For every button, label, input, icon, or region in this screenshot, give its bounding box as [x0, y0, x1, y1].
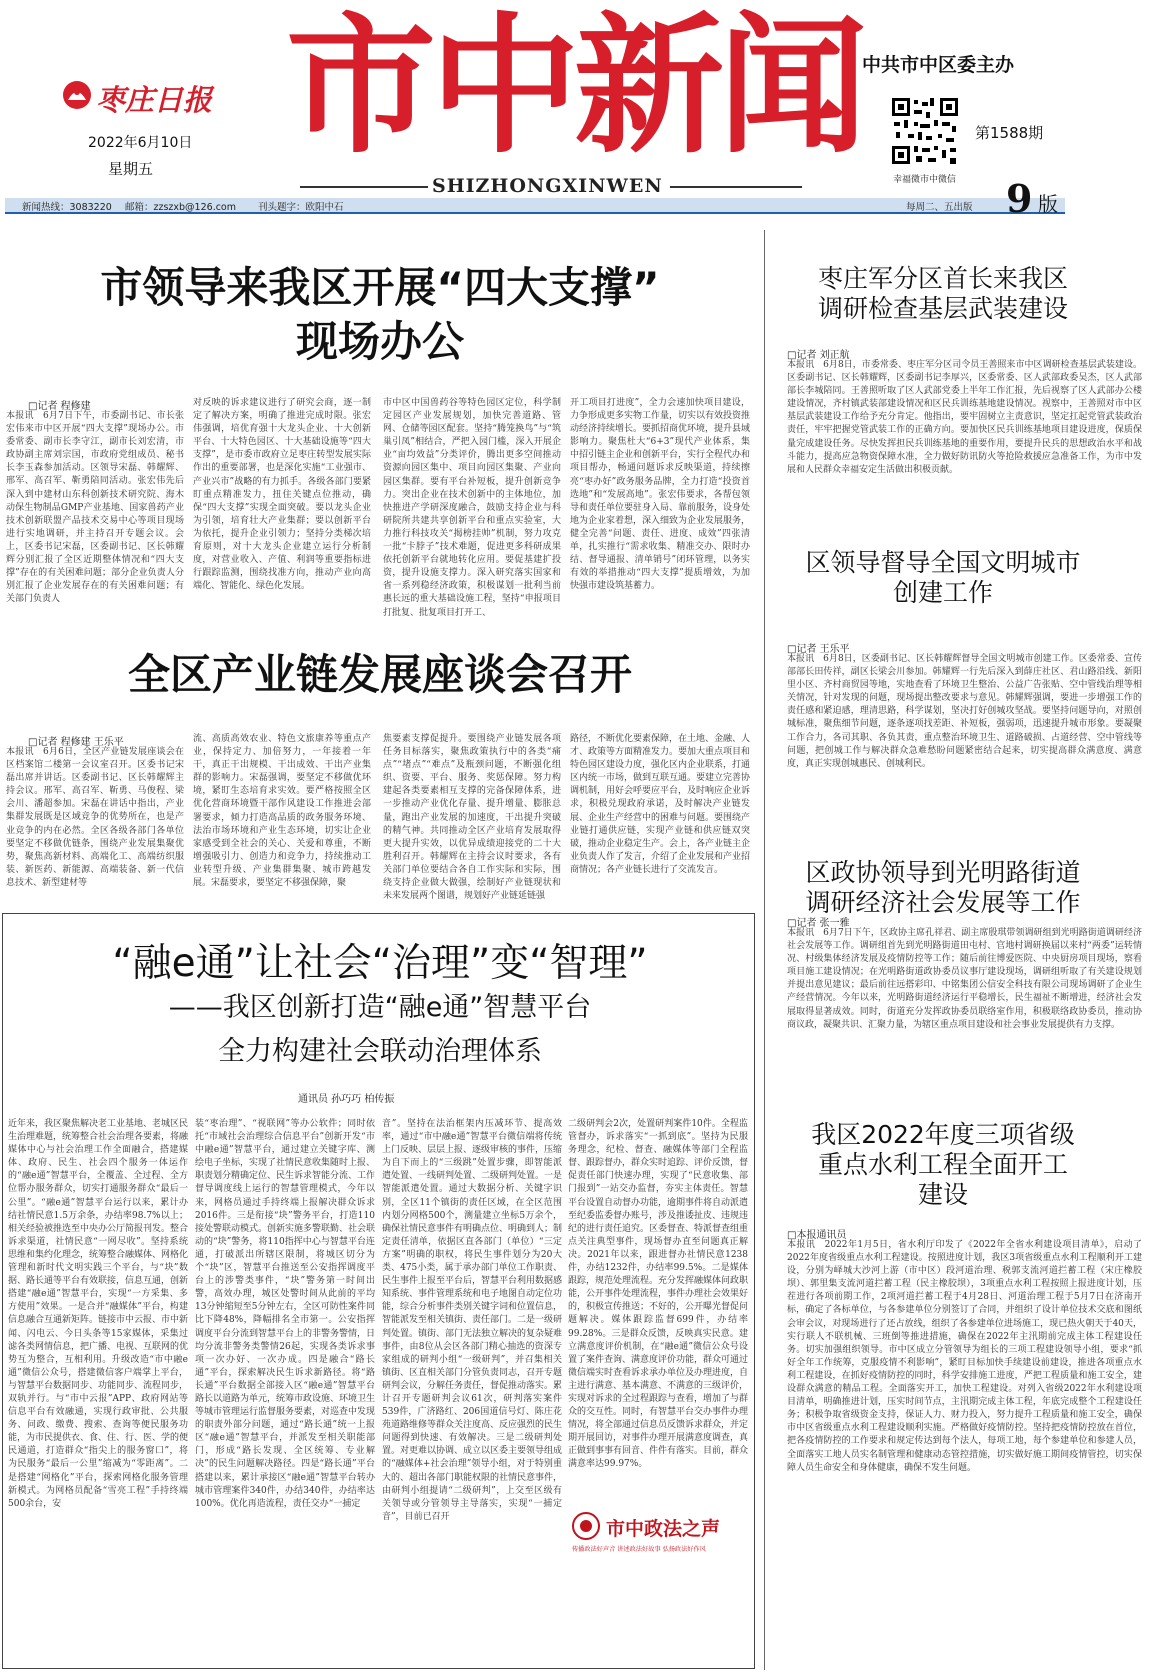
article2-col1: 本报讯 6月6日，全区产业链发展座谈会在区档案馆二楼第一会议室召开。区委书记宋磊出席并讲话。区委副书记、区长韩耀辉主持会议。邢军、高召军、靳勇、马俊程、梁会川、潘超参加。宋磊在讲话中指出，产业集群发展既是区域竞争的优势所在，也是产业竞争的内在必然。全区各级各部门各单位要坚定不移做优链条，围绕产业发展集聚优势，聚焦高新材料、高端化工、高端纺织服装、新医药、新能源、高端装备、新一代信息技术、新型建材等 [6, 747, 184, 888]
side4-title-line1: 我区2022年度三项省级 [811, 1120, 1075, 1149]
side2-byline: □记者 王乐平 [787, 644, 850, 655]
inscription: 刊头题字：欧阳中石 [258, 202, 344, 213]
sponsor: 中共市中区委主办 [862, 54, 1015, 76]
side1-title-line2: 调研检查基层武装建设 [817, 294, 1068, 323]
sidebar-divider [764, 230, 765, 1670]
ad-brand: 市中政法之声 [606, 1518, 721, 1540]
qr-caption: 幸福微市中微信 [893, 175, 957, 185]
article3-col1: 近年来，我区聚焦解决老工业基地、老城区民生治理难题，统筹整合社会治理各要素，将融媒体中心与社会治理工作全面融合，搭建媒体、政府、民生、社会四个服务一体运作的“融e通”智慧平台，全覆盖、全过程、全方位帮办服务群众，切实打通服务群众“最后一公里”。“融e通”智慧平台运行以来，累计办结社情民意1.5万余条，办结率98.7%以上；相关经验被推选至中央办公厅简报刊发。整合诉求渠道，社情民意“一网尽收”。坚持系统思维和集约化理念，统筹整合融媒体、网格化管理和新时代文明实践三个平台，与“块”数据、路长通等平台有效联接，信息互通，创新搭建“融e通”智慧平台，实现“一方采集、多方使用”效果。一是合并“融媒体”平台，构建信息融合互通新矩阵。链接市中云报、市中新闻、闪电云、今日头条等15家媒体，采集过滤各类网情信息，把广播、电视、互联网的优势互为整合，互相利用。升级改造“市中融e通”微信公众号，搭建微信客户端掌上平台，与智慧平台数据同步、功能同步、流程同步，双轨并行。与“市中云报”APP、政府网站等信息平台有效融通，实现行政审批、公共服务、问政、缴费、搜索、查询等便民服务功能，为市民提供衣、食、住、行、医、学的便民通道，打造群众“指尖上的服务窗口”，将为民服务“最后一公里”缩减为“零距离”。二是搭建“网格化”平台，探索网格化服务管理新模式。为网格员配备“雪亮工程”手持终端500余台，安 [8, 1119, 188, 1509]
article1-title-line2: 现场办公 [295, 317, 464, 366]
masthead-pinyin: SHIZHONGXINWEN [432, 175, 663, 197]
political-legal-voice-ad[interactable] [568, 1508, 748, 1560]
news-hotline: 新闻热线：3083220 [22, 202, 112, 213]
article2-col3: 焦要素支撑促提升。要围绕产业链发展各项任务目标落实，聚焦政策执行中的各类“痛点”“堵点”“难点”及瓶颈问题，不断强化组织、资要、平台、服务、奖惩保障。努力构建起各类要素相互支撑的完备保障体系，进一步推动产业优化存量、提升增量、膨胀总量，跑出产业发展的加速度，干出提升突破的精气神。共同推动全区产业培育发展取得更大提升实效，以优异成绩迎接党的二十大胜利召开。韩耀辉在主持会议时要求，各有关部门单位要结合各自工作实际和实际，围绕支持企业做大做强，绘制好产业链现状和未来发展两个图谱，规划好产业链延链强 [383, 734, 561, 902]
article2-byline: □记者 程修建 王乐平 [28, 737, 124, 748]
side2-body: 本报讯 6月8日，区委副书记、区长韩耀辉督导全国文明城市创建工作。区委常委、宣传部部长田传祥，副区长梁会川参加。韩耀辉一行先后深入到薛庄社区、君山路沿线、新阳里小区、齐村商贸园等地，实地查看了环境卫生整治、公益广告张贴、空中管线治理等相关情况，针对发现的问题，现场提出整改要求与意见。韩耀辉强调，要进一步增强工作的责任感和紧迫感，理清思路，科学谋划，坚决打好创城攻坚战。要坚持问题导向，对照创城标准，聚焦细节问题，逐条逐项找差距、补短板，强弱项，迅速提升城市形象。要凝聚工作合力，各司其职、各负其责，重点整治环境卫生、道路破损、占道经营、空中管线等问题，把创城工作与解决群众急难愁盼问题紧密结合起来，切实提高群众满意度、满意度，真正实现创城惠民、创城利民。 [787, 654, 1142, 769]
side3-title-line1: 区政协领导到光明路街道 [805, 858, 1081, 887]
publishing-schedule: 每周二、五出版 [906, 202, 973, 213]
article3-col4: 二级研判会2次，处置研判案件10件。全程监管督办，诉求落实“一抓到底”。坚持为民服务理念，纪检、督查、融媒体等部门全程监督、跟踪督办，群众实时追踪、评价反馈，督促责任部门快速办理，实现了“民意收集、部门报到”一站交办监督，夯实主体责任。智慧平台设置自动督办功能，逾期事件将自动派遣至纪委监委督办账号，涉及推诿扯皮、违规违纪的进行责任追究。区委督查、特派督查组重点关注典型事件，现场督办直至问题真正解决。2021年以来，跟进督办社情民意1238件，办结1232件，办结率99.5%。二是媒体跟踪，规范处理流程。充分发挥融媒体问政职能，公开事件处理流程，事件办理社会效果好的，积极宣传推送；不好的，公开曝光督促问题解决。媒体跟踪监督699件，办结率99.28%。三是群众反馈，反映真实民意。建立满意度评价机制，在“融e通”微信公众号设置了案件查询、满意度评价功能，群众可通过微信端实时查看诉求承办单位及办理进度，自主进行满意、基本满意、不满意的三级评价，实现对诉求的全过程跟踪与查看，增加了与群众的交互性。同时，有智慧平台交办事件办理情况，将全部通过信息员反馈诉求群众，并定期开展回访，对事件办理开展满意度调查，真正做到事事有回音、件件有落实。目前，群众满意率达99.97%。 [568, 1119, 748, 1470]
edition-suffix: 版 [1038, 192, 1058, 216]
side3-byline: □记者 张一雅 [787, 918, 850, 929]
side4-body: 本报讯 2022年1月5日，省水利厅印发了《2022年全省水利建设项目清单》，启动了2022年度省级重点水利工程建设。按照进度计划，我区3项省级重点水利工程顺利开工建设，分别为峄城大沙河上游（市中区）段河道治理、税郭支流河道拦蓄工程（宋庄橡胶坝）、郭里集支流河道拦蓄工程（民主橡胶坝），3项重点水利工程按照上报进度计划，压茬进行各项前期工作，2项河道拦蓄工程于4月28日、河道治理工程于5月7日在济南开标，确定了各标单位，与各参建单位分别签订了合同，并组织了设计单位技术交底和图纸会审会议，对现场进行了还占放线，组织了各参建单位进场施工，现已热火朝天于40天，实行联人不联机械、三班倒等推进措施，确保在2022年主汛期前完成主体工程建设任务。切实加强组织领导。市中区成立分管领导为组长的三项工程建设领导小组，要求“抓好全年工作统筹，克服疫情不利影响”，紧盯目标加快手续建设前建设，推进各项重点水利工程建设，在抓好疫情防控的同时，科学安排施工进度，严把工程质量和施工安全，建设群众满意的精品工程。全面落实开工，加快工程建设。对列入省级2022年水利建设项目清单，明确推进计划，压实时间节点，主汛期完成主体工程，年底完成整个工程建设任务；积极争取省级资金支持，保证人力、财力投入，努力提升工程质量和施工安全，确保市中区省级重点水利工程建设顺利实施。严格做好疫情防控。坚持把疫情防控放在首位，把各疫情防控的工作要求和规定传达到每个法人，每项工地，每个参建单位和参建人员，全面落实工地人员实名制管理和健康动态管控措施，切实做好施工期间疫情管控，切实保障人员生命安全和身体健康，确保不发生问题。 [787, 1240, 1142, 1473]
article3-title-line3: 全力构建社会联动治理体系 [218, 1036, 542, 1067]
article3-title-line2: ——我区创新打造“融e通”智慧平台 [168, 992, 592, 1023]
side4-title-line3: 建设 [917, 1180, 968, 1209]
article2-title: 全区产业链发展座谈会召开 [127, 650, 632, 699]
side2-title-line2: 创建工作 [892, 578, 993, 607]
side1-body: 本报讯 6月8日，市委常委、枣庄军分区司令员王善照来市中区调研检查基层武装建设。区委副书记、区长韩耀辉，区委副书记李厚兴，区委常委、区人武部政委吴杰，区人武部部长李城陪同。王善照听取了区人武部党委上半年工作汇报，先后视察了区人武部办公楼建设情况，齐村镇武装部建设情况和区民兵训练基地建设情况。视察中，王善照对市中区基层武装建设工作给予充分肯定。他指出，要牢固树立主责意识，坚定扛起党管武装政治责任，牢牢把握党管武装工作的正确方向。要加快区民兵训练基地项目建设进度，保质保量完成建设任务。尽快发挥担民兵训练基地的重要作用，要提升民兵的思想政治水平和战斗能力，提高应急物资保障水准，全力做好防讯防火等抢险救援应急准备工作，为市中发展和人民群众幸福安定生活做出积极贡献。 [787, 360, 1142, 475]
masthead-title: 市中新闻 [286, 0, 863, 174]
masthead-pinyin-rule-left [300, 186, 428, 188]
article3-byline: 通讯员 孙巧巧 柏传振 [298, 1094, 395, 1105]
publication-date: 2022年6月10日 [88, 135, 193, 151]
article1-col2: 对反映的诉求建议进行了研究会商，逐一制定了解决方案，明确了推进完成时限。张宏伟强调，培优育强十大龙头企业、十大创新平台、十大特色园区、十大基础设施等“四大支撑”，是市委市政府立足枣庄转型发展实际作出的重要部署，也是深化实施“工业强市、产业兴市”战略的有力抓手。各级各部门要紧盯重点精准发力，扭住关键点位推动，确保“四大支撑”实现全面突破。要以龙头企业为引领，培育壮大产业集群；要以创新平台为依托，提升企业引领力；坚持分类梯次培育原则，对十大龙头企业建立运行分析制度，对营业收入、产值、利润等重要指标进行跟踪监测，围绕找准方向，推动产业向高端化、智能化、绿色化发展。 [193, 398, 371, 592]
article2-col4: 路径，不断优化要素保障，在土地、金融、人才、政策等方面精准发力。要加大重点项目和特色园区建设力度，强化区内企业联系，打通区内统一市场，做到互联互通。要建立完善协调机制，用好会呼要应平台，及时响应企业诉求，积极兑现政府承诺，及时解决产业链发展、企业生产经营中的困难与问题。要围绕产业链打通供应链，实现产业链和供应链双突破，推动企业稳定生产。会上，各产业链主企业负责人作了发言，介绍了企业发展和产业招商情况；各产业链长进行了交流发言。 [570, 734, 750, 875]
qr-code-icon[interactable] [890, 96, 960, 166]
logo-emblem-icon [62, 80, 92, 110]
article1-byline: □记者 程修建 [28, 401, 91, 412]
side2-title-line1: 区领导督导全国文明城市 [805, 548, 1081, 577]
publication-weekday: 星期五 [108, 160, 154, 178]
side3-body: 本报讯 6月7日下午，区政协主席孔祥君、副主席殷琪带领调研组到光明路街道调研经济社会发展等工作。调研组首先到光明路街道田屯村、官地村调研换届以来村“两委”运转情况、村级集体经济发展及疫情防控等工作；随后前往博爱医院、中央厨房项目现场，察看项目施工建设情况；在光明路街道政协委员议事厅建设现场，调研组听取了有关建设规划并提出意见建议；最后前往远搭彩印、中铭集团公信安全科技有限公司现场调研了企业生产经营情况。今年以来，光明路街道经济运行平稳增长，民生福祉不断增进，经济社会发展取得显著成效。同时，街道充分发挥政协委员联络室作用，积极联络政协委员，推动协商议政，凝聚共识、汇聚力量，为辖区重点项目建设和社会事业发展提供有力支撑。 [787, 928, 1142, 1030]
article1-title-line1: 市领导来我区开展“四大支撑” [100, 263, 660, 312]
side4-byline: □本报通讯员 [787, 1230, 847, 1241]
article3-title-line1: “融e通”让社会“治理”变“智理” [112, 941, 648, 986]
side1-byline: □记者 刘正航 [787, 350, 850, 361]
article1-col4: 开工项目打进度”，全力会速加快项目建设，力争形成更多实物工作量，切实以有效投资推动经济持续增长。要抓招商优环境，提升县域影响力。聚焦杜大“6+3”现代产业体系，集中招引链主企业和创新平台，实行全程代办和项目帮办，畅通问题诉求反映渠道，持续擦亮“枣办好”政务服务品牌，全力打造“投资首选地”和“发展高地”。张宏伟要求，各帮包领导和责任单位要驻身入局、靠前服务，设身处地为企业家着想，深入细致为企业发展服务，健全完善“问题、责任、进度、成效”四张清单，扎实推行“需求收集、精准交办、限时办结、督导通报、清单销号”闭环管理，以务实有效的举措推动“四大支撑”提质增效，为加快强市建设筑基蓄力。 [570, 398, 750, 592]
side3-title-line2: 调研经济社会发展等工作 [805, 888, 1081, 917]
edition-number: 9 [1006, 176, 1033, 221]
logo[interactable] [62, 78, 222, 117]
article2-col2: 流、高质高效农业、特色文旅康养等重点产业，保持定力、加倍努力，一年接着一年干，真正干出规模、干出成效、干出产业集群的影响力。宋磊强调，要坚定不移做优环境，紧盯生态培育求实效。要严格按照全区优化营商环境暨干部作风建设工作推进会部署要求，倾力打造高品质的政务服务环境、法治市场环境和产业生态环境，切实让企业家感受到全社会的关心、关爱和尊重，不断增强吸引力、创造力和竞争力，持续推动工业转型升级、产业集群集聚、城市跨越发展。宋磊要求，要坚定不移强保障，聚 [193, 734, 371, 889]
article1-col3: 市中区中国兽药谷等特色园区定位，科学制定园区产业发展规划，加快完善道路、管网、仓储等园区配套。坚持“腾笼换鸟”与“筑巢引凤”相结合，严把入园门槛，深入开展企业“亩均效益”分类评价，腾出更多空间推动资源向园区集中、项目向园区集聚、产业向园区集群。要有平台补短板，提升创新竞争力。突出企业在技术创新中的主体地位，加快推进产学研深度融合，鼓励支持企业与科研院所共建共享创新平台和重点实验室，大力推行科技攻关“揭榜挂帅”机制，努力攻克一批“卡脖子”技术难题，促进更多科研成果依托创新平台就地转化应用。要促基建扩投资，提升设施支撑力。深入研究落实国家和省一系列稳经济政策，积极谋划一批利当前惠长远的重大基础设施工程，坚持“申报项目打批复、批复项目打开工、 [383, 398, 561, 618]
ad-slogan: 传播政法好声音 讲述政法好故事 弘扬政法好作风 [572, 1546, 706, 1553]
article1-col1: 本报讯 6月7日下午，市委副书记、市长张宏伟来市中区开展“四大支撑”现场办公。市委常委、副市长李守江，副市长刘宏清，市政协副主席刘宗国，市政府党组成员、秘书长李玉森参加活动。区领导宋磊、韩耀辉、邢军、高召军、靳勇陪同活动。张宏伟先后深入到中建材山东科创新技术研究院、海木动保生物制品GMP产业基地、国家兽药产业技术创新联盟产品技术交易中心等项目现场进行实地调研，并主持召开专题会议。会上，区委书记宋磊，区委副书记、区长韩耀辉分别汇报了全区近期整体情况和“四大支撑”存在的有关困难问题；部分企业负责人分别汇报了企业发展存在的有关困难问题；有关部门负责人 [6, 411, 184, 605]
logo-text: 枣庄日报 [96, 83, 213, 117]
side1-title-line1: 枣庄军分区首长来我区 [817, 264, 1068, 293]
issue-number: 第1588期 [975, 124, 1044, 142]
email-address[interactable]: 邮箱：zzszxb@126.com [125, 202, 237, 213]
side4-title-line2: 重点水利工程全面开工 [817, 1150, 1068, 1179]
masthead-pinyin-rule-right [670, 186, 802, 188]
info-bar [0, 198, 1150, 214]
badge-emblem-icon [572, 1512, 600, 1540]
article3-col3: 音”。坚持在法治框架内压减环节、提高效率，通过“市中融e通”智慧平台微信端将传统上门反映、层层上报、逐级审核的事件，压缩为自下而上的“三级跳”处置步骤，即智能派遣处置、一线研判处置、二级研判处置。一是智能派遣处置。通过大数据分析、关键字识别，全区11个镇街的责任区域，在全区范围内划分网格500个，测量建立坐标5万余个，确保社情民意事件有明确点位、明确到人；制定责任清单，依据区直各部门（单位）“三定方案”明确的职权，将民生事件划分为20大类、475小类，属于承办部门单位工作职责、民生事件上报至平台后，智慧平台利用数据感知系统、事件管理系统和电子地图自动定位功能，综合分析事件类别关键字词和位置信息，智能派发至相关镇街、责任部门。二是一级研判处置。镇街、部门无法独立解决的复杂疑难事件，由8位从会区各部门精心抽选的资深专家组成的研判小组“一级研判”，并召集相关镇街、区直相关部门分管负责同志，召开专题研判会议，分解任务责任，督促推动落实。累计召开专题研判会议61次，研判落实案件539件，广济路红、206国道信号灯、陈庄花苑道路维修等群众关注度高、反应强烈的民生问题得到快速、有效解决。三是二级研判处置。对更难以协调、成立以区委主要领导组成的“融媒体+社会治理”领导小组，对于特别重大的、超出各部门职能权限的社情民意事件，由研判小组提请“二级研判”，上交至区级有关领导或分管领导主导落实，实现“一捕定音”，目前已召开 [382, 1119, 562, 1522]
article3-col2: 装“枣治理”、“视联网”等办公软件；同时依托“市域社会治理综合信息平台”创新开发“市中融e通”智慧平台，通过建立关键字库、测绘电子坐标，实现了社情民意收集随时上报、职责划分精确定位、民生诉求智能分流、工作督导调度线上运行的智慧管理模式，今年以来，网格员通过手持终端上报解决群众诉求2016件。三是衔接“块”警务平台，打造110接处警联动模式。创新实施多警联勤、社会联动的“块”警务，将110指挥中心与智慧平台连通，打破派出所辖区限制，将城区切分为个“块”区，智慧平台推送至公安指挥调度平台上的涉警类事件，“块”警务第一时间出警，高效办理，城区处警时间从此前的平均13分钟缩短至5分钟左右，全区可防性案件同比下降48%，降幅排名全市第一。公安指挥调度平台分流到智慧平台上的非警务警情，日均分流非警务类警情26起，实现各类诉求事项一次办好、一次办成。四是融合“路长通”平台，探索解决民生诉求新路径。将“路长通”平台数据全部接入区“融e通”智慧平台路长以道路为单元，统筹市政设施、环境卫生等城市管理运行监督服务要素，对巡查中发现的职责外部分问题，通过“路长通”统一上报区“融e通”智慧平台，并派发至相关职能部门，形成“路长发现、全区统筹、专业解决”的民生问题解决路径。四是“路长通”平台搭建以来，累计承接区“融e通”智慧平台转办城市管理案件340件，办结340件，办结率达100%。优化再造流程，责任交办“一捕定 [195, 1119, 375, 1509]
